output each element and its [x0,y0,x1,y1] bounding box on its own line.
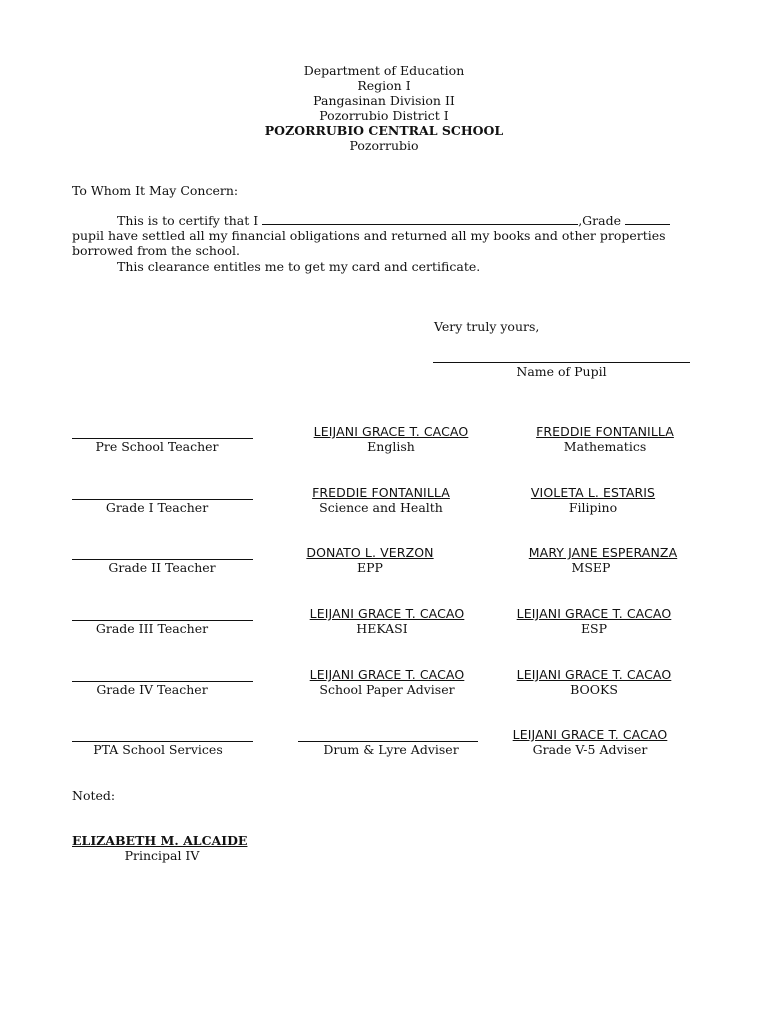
grade-text: ,Grade [578,213,621,228]
grade-blank[interactable] [625,213,670,225]
mid-signatory-name: LEIJANI GRACE T. CACAO [309,606,465,621]
left-signatory-label: Grade III Teacher [95,621,209,636]
right-signatory-name: LEIJANI GRACE T. CACAO [516,667,672,682]
left-signatory-label: Grade II Teacher [108,560,216,575]
mid-signatory-label: EPP [357,560,383,575]
left-signatory-label: Grade IV Teacher [96,682,208,697]
salutation: To Whom It May Concern: [72,183,239,198]
right-signatory-label: Grade V-5 Adviser [532,742,648,757]
header-town: Pozorrubio [349,138,419,153]
mid-signatory-name: FREDDIE FONTANILLA [312,485,450,500]
principal-name: ELIZABETH M. ALCAIDE [72,833,248,848]
right-signatory-name: VIOLETA L. ESTARIS [530,485,656,500]
header-school-name: POZORRUBIO CENTRAL SCHOOL [264,123,504,138]
mid-signatory-name: LEIJANI GRACE T. CACAO [309,667,465,682]
left-signatory-label: PTA School Services [93,742,223,757]
mid-signatory-label: School Paper Adviser [319,682,455,697]
closing-text: Very truly yours, [434,319,540,334]
clearance-paragraph: This clearance entitles me to get my card and certificate. [117,259,481,274]
certify-text: This is to certify that I [117,213,259,228]
mid-signatory-name: DONATO L. VERZON [306,545,434,560]
certification-paragraph [72,213,700,258]
right-signatory-label: Filipino [568,500,618,515]
right-signatory-label: ESP [580,621,608,636]
principal-title: Principal IV [124,848,200,863]
header-division: Pangasinan Division II [313,93,455,108]
left-signatory-label: Pre School Teacher [95,439,219,454]
pupil-name-blank[interactable] [262,213,578,225]
certify-continuation: pupil have settled all my financial obligations and returned all my books and other properties borrowed from the school. [72,228,666,258]
right-signatory-label: MSEP [571,560,611,575]
pupil-signature-line[interactable] [433,362,690,363]
mid-signatory-name: LEIJANI GRACE T. CACAO [313,424,469,439]
right-signatory-label: BOOKS [570,682,618,697]
mid-signatory-label: HEKASI [356,621,408,636]
right-signatory-name: LEIJANI GRACE T. CACAO [516,606,672,621]
mid-signatory-label: English [367,439,415,454]
right-signatory-name: FREDDIE FONTANILLA [536,424,674,439]
noted-label: Noted: [72,788,116,803]
right-signatory-name: MARY JANE ESPERANZA [528,545,678,560]
header-district: Pozorrubio District I [319,108,449,123]
right-signatory-label: Mathematics [563,439,647,454]
header-region: Region I [357,78,411,93]
mid-signatory-label: Science and Health [319,500,443,515]
mid-signatory-label: Drum & Lyre Adviser [323,742,459,757]
left-signatory-label: Grade I Teacher [105,500,209,515]
right-signatory-name: LEIJANI GRACE T. CACAO [512,727,668,742]
header-department: Department of Education [303,63,465,78]
pupil-name-label: Name of Pupil [516,364,607,379]
